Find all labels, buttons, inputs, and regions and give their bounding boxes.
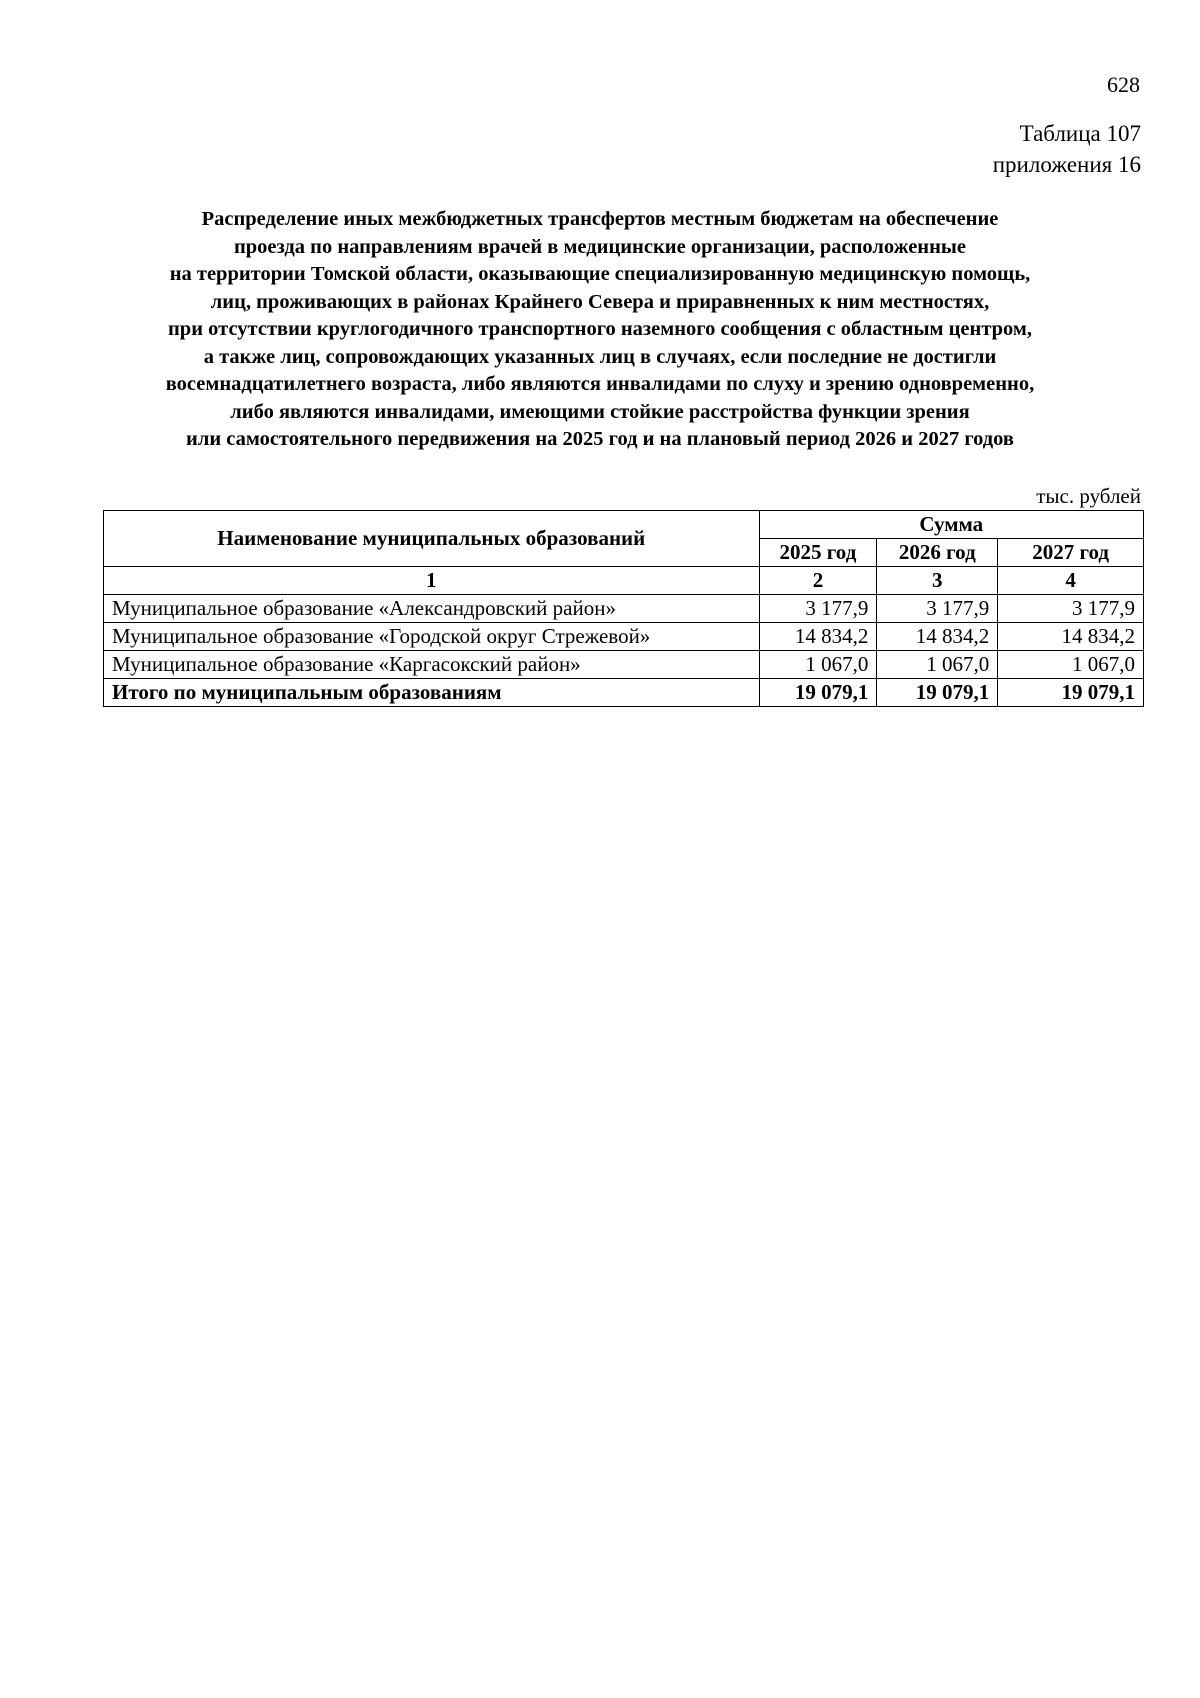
- total-2025: 19 079,1: [759, 679, 877, 707]
- units-label: тыс. рублей: [1036, 484, 1141, 508]
- page-number: 628: [1107, 72, 1140, 97]
- title-line: а также лиц, сопровождающих указанных лиц в случаях, если последние не достигли: [203, 345, 997, 368]
- title-line: Распределение иных межбюджетных трансфертов местным бюджетам на обеспечение: [201, 208, 999, 230]
- title-line: лиц, проживающих в районах Крайнего Севера и приравненных к ним местностях,: [210, 290, 990, 313]
- appendix-number: приложения 16: [992, 152, 1141, 177]
- header-sum-cell: Сумма: [759, 511, 1143, 539]
- column-number: 3: [877, 567, 998, 595]
- title-line: либо являются инвалидами, имеющими стойкие расстройства функции зрения: [230, 400, 970, 423]
- municipality-name: Муниципальное образование «Каргасокский район»: [104, 651, 760, 679]
- value-2027: 3 177,9: [998, 595, 1144, 623]
- document-title: [100, 206, 1100, 454]
- value-2026: 3 177,9: [877, 595, 998, 623]
- transfers-table: [103, 510, 1144, 707]
- value-2027: 1 067,0: [998, 651, 1144, 679]
- value-2026: 1 067,0: [877, 651, 998, 679]
- total-label: Итого по муниципальным образованиям: [104, 679, 760, 707]
- year-header-2027: 2027 год: [998, 539, 1144, 567]
- title-line: при отсутствии круглогодичного транспортного наземного сообщения с областным центром,: [168, 318, 1032, 340]
- total-2026: 19 079,1: [877, 679, 998, 707]
- column-number: 2: [759, 567, 877, 595]
- year-header-2025: 2025 год: [759, 539, 877, 567]
- column-number-row: [104, 567, 1144, 595]
- table-reference: [993, 118, 1141, 180]
- value-2026: 14 834,2: [877, 623, 998, 651]
- title-line: на территории Томской области, оказывающие специализированную медицинскую помощь,: [169, 263, 1031, 285]
- column-number: 4: [998, 567, 1144, 595]
- total-row: [104, 679, 1144, 707]
- title-line: или самостоятельного передвижения на 2025 год и на плановый период 2026 и 2027 годов: [186, 428, 1014, 450]
- value-2025: 3 177,9: [759, 595, 877, 623]
- year-header-2026: 2026 год: [877, 539, 998, 567]
- header-name-cell: Наименование муниципальных образований: [104, 511, 760, 567]
- total-2027: 19 079,1: [998, 679, 1144, 707]
- value-2027: 14 834,2: [998, 623, 1144, 651]
- value-2025: 14 834,2: [759, 623, 877, 651]
- table-header-row: [104, 511, 1144, 539]
- municipality-name: Муниципальное образование «Городской округ Стрежевой»: [104, 623, 760, 651]
- table-row: [104, 595, 1144, 623]
- municipality-name: Муниципальное образование «Александровский район»: [104, 595, 760, 623]
- table-row: [104, 623, 1144, 651]
- title-line: проезда по направлениям врачей в медицинские организации, расположенные: [233, 235, 967, 258]
- table-row: [104, 651, 1144, 679]
- value-2025: 1 067,0: [759, 651, 877, 679]
- column-number: 1: [104, 567, 760, 595]
- table-number: Таблица 107: [1019, 121, 1141, 146]
- title-line: восемнадцатилетнего возраста, либо являются инвалидами по слуху и зрению одновременно,: [165, 373, 1035, 395]
